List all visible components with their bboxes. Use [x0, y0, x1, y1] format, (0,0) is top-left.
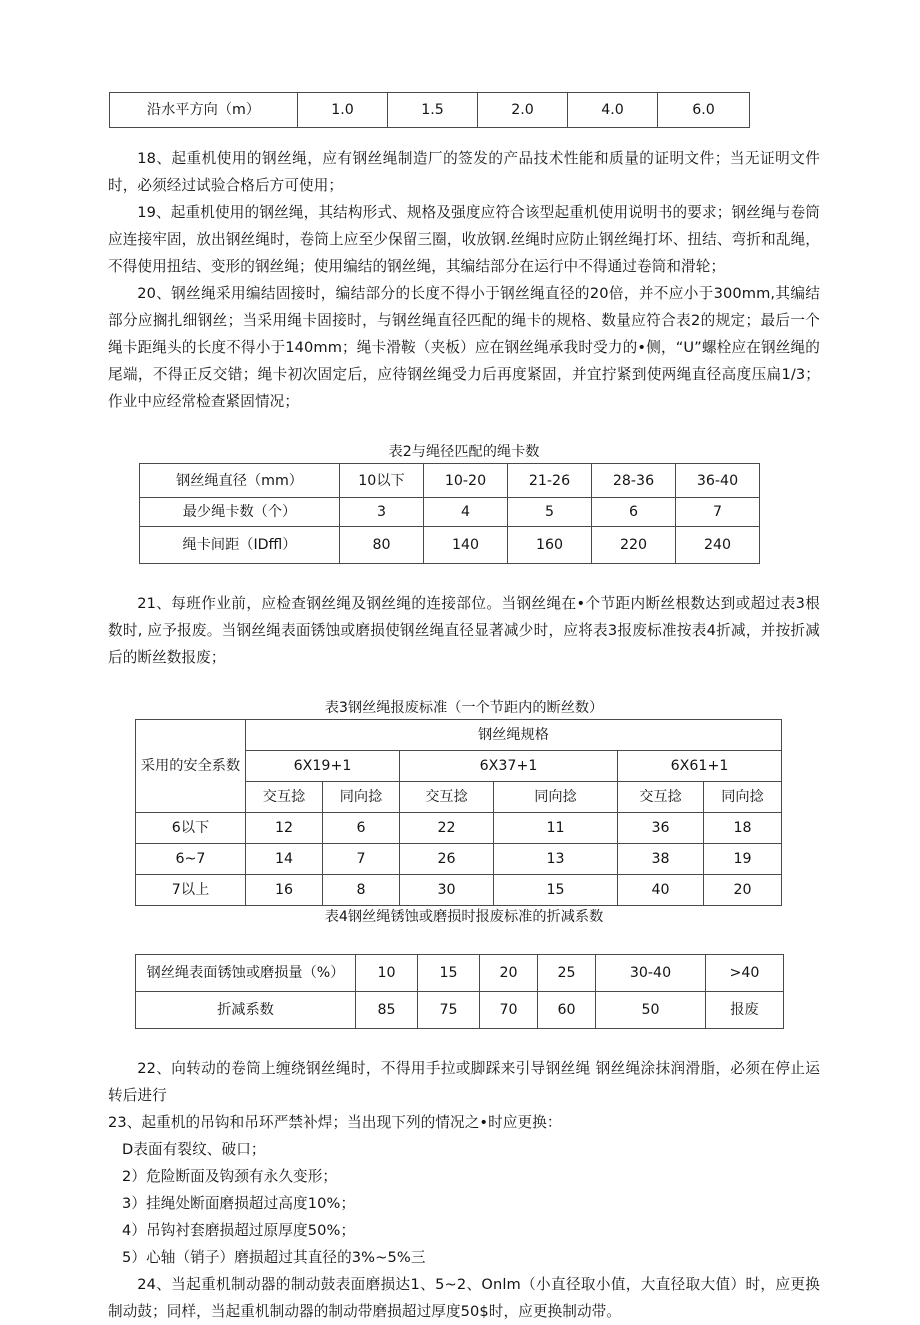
table-cell: 6 [323, 813, 400, 844]
table-cell: 11 [494, 813, 618, 844]
table-cell-label: 折减系数 [136, 992, 356, 1029]
table-cell: 16 [246, 875, 323, 906]
table-cell: 1.0 [298, 93, 388, 128]
table-lay-header: 同向捻 [494, 782, 618, 813]
table-group-title: 钢丝绳规格 [246, 720, 782, 751]
table-3-scrapping-standard [135, 719, 782, 906]
table-cell-label: 沿水平方向（m） [110, 93, 298, 128]
table-row [140, 498, 760, 527]
table-cell: 85 [356, 992, 418, 1029]
table-cell: 10以下 [340, 464, 424, 498]
table-lay-header: 交互捻 [618, 782, 704, 813]
table-3-caption: 表3钢丝绳报废标准（一个节距内的断丝数） [324, 700, 604, 716]
table-cell: 240 [676, 527, 760, 564]
table-cell: 15 [418, 955, 480, 992]
table-cell: 30-40 [596, 955, 706, 992]
table-cell: 5 [508, 498, 592, 527]
table-cell: 6.0 [658, 93, 750, 128]
table-lay-header: 交互捻 [400, 782, 494, 813]
table-cell: 40 [618, 875, 704, 906]
paragraph-23: 23、起重机的吊钩和吊环严禁补焊；当出现下列的情况之•时应更换： [108, 1114, 562, 1131]
table-cell: >40 [706, 955, 784, 992]
table-row [110, 93, 750, 128]
table-cell: 22 [400, 813, 494, 844]
table-cell: 20 [704, 875, 782, 906]
table-row [136, 992, 784, 1029]
table-2-rope-clip-count [139, 463, 760, 564]
table-4-caption: 表4钢丝绳锈蚀或磨损时报废标准的折减系数 [324, 909, 604, 925]
table-cell: 26 [400, 844, 494, 875]
table-cell: 6 [592, 498, 676, 527]
table-row [136, 844, 782, 875]
table-cell: 30 [400, 875, 494, 906]
table-cell: 140 [424, 527, 508, 564]
table-cell: 4.0 [568, 93, 658, 128]
table-spec-header: 6X37+1 [400, 751, 618, 782]
table-lay-header: 交互捻 [246, 782, 323, 813]
table-cell-label: 最少绳卡数（个） [140, 498, 340, 527]
table-cell: 60 [538, 992, 596, 1029]
table-4-reduction-factor [135, 954, 784, 1029]
table-cell: 28-36 [592, 464, 676, 498]
paragraph-23-item-3: 3）挂绳处断面磨损超过高度10%； [122, 1195, 356, 1212]
document-content [108, 92, 820, 1325]
table-cell-label: 6~7 [136, 844, 246, 875]
paragraph-23-item-1: D表面有裂纹、破口； [122, 1141, 266, 1158]
table-cell-label: 6以下 [136, 813, 246, 844]
table-2-caption: 表2与绳径匹配的绳卡数 [388, 444, 540, 460]
table-cell-label: 7以上 [136, 875, 246, 906]
table-corner-label: 采用的安全系数 [136, 720, 246, 813]
table-cell: 15 [494, 875, 618, 906]
table-cell-label: 钢丝绳表面锈蚀或磨损量（%） [136, 955, 356, 992]
table-cell: 1.5 [388, 93, 478, 128]
table-row [136, 955, 784, 992]
table-cell: 8 [323, 875, 400, 906]
paragraph-18: 18、起重机使用的钢丝绳，应有钢丝绳制造厂的签发的产品技术性能和质量的证明文件；当无证明文件时，必须经过试验合格后方可使用； [108, 150, 820, 194]
table-row [140, 464, 760, 498]
paragraph-23-item-5: 5）心轴（销子）磨损超过其直径的3%~5%三 [122, 1249, 426, 1266]
table-row [136, 875, 782, 906]
table-cell: 70 [480, 992, 538, 1029]
table-spec-header: 6X61+1 [618, 751, 782, 782]
table-row [140, 527, 760, 564]
table-cell: 50 [596, 992, 706, 1029]
table-cell: 220 [592, 527, 676, 564]
paragraph-24: 24、当起重机制动器的制动鼓表面磨损达1、5~2、Onlm（小直径取小值，大直径取大值）时，应更换制动鼓；同样，当起重机制动器的制动带磨损超过厚度50$时，应更换制动带。 [108, 1276, 820, 1320]
table-cell: 4 [424, 498, 508, 527]
table-lay-header: 同向捻 [323, 782, 400, 813]
table-cell: 10-20 [424, 464, 508, 498]
table-cell: 14 [246, 844, 323, 875]
table-horizontal-direction [109, 92, 750, 128]
table-cell: 21-26 [508, 464, 592, 498]
paragraph-20: 20、钢丝绳采用编结固接时，编结部分的长度不得小于钢丝绳直径的20倍，并不应小于300mm,其编结部分应搁扎细钢丝；当采用绳卡固接时，与钢丝绳直径匹配的绳卡的规格、数量应符合表2的规定；最后一个绳卡距绳头的长度不得小于140mm；绳卡滑鞍（夹板）应在钢丝绳承我时受力的•侧，“U”螺栓应在钢丝绳的尾端，不得正反交错；绳卡初次固定后，应待钢丝绳受力后再度紧固，并宜拧紧到使两绳直径高度压扁1/3；作业中应经常检查紧固情况； [108, 285, 820, 410]
table-cell: 25 [538, 955, 596, 992]
paragraph-22: 22、向转动的卷筒上缠绕钢丝绳时，不得用手拉或脚踩来引导钢丝绳 钢丝绳涂抹润滑脂，必须在停止运转后进行 [108, 1060, 820, 1104]
table-spec-header: 6X19+1 [246, 751, 400, 782]
paragraph-23-item-4: 4）吊钩衬套磨损超过原厚度50%； [122, 1222, 356, 1239]
table-cell: 7 [676, 498, 760, 527]
paragraph-21: 21、每班作业前，应检查钢丝绳及钢丝绳的连接部位。当钢丝绳在•个节距内断丝根数达到或超过表3根数时, 应予报废。当钢丝绳表面锈蚀或磨损使钢丝绳直径显著减少时，应将表3报废标准按表4折减，并按折减后的断丝数报废； [108, 595, 820, 666]
table-cell: 10 [356, 955, 418, 992]
table-cell: 报废 [706, 992, 784, 1029]
table-cell-label: 钢丝绳直径（mm） [140, 464, 340, 498]
table-cell: 160 [508, 527, 592, 564]
table-cell: 75 [418, 992, 480, 1029]
table-cell: 3 [340, 498, 424, 527]
table-cell: 2.0 [478, 93, 568, 128]
table-cell: 38 [618, 844, 704, 875]
table-cell: 13 [494, 844, 618, 875]
paragraph-23-item-2: 2）危险断面及钩颈有永久变形； [122, 1168, 338, 1185]
table-cell: 19 [704, 844, 782, 875]
table-lay-header: 同向捻 [704, 782, 782, 813]
table-cell: 7 [323, 844, 400, 875]
table-cell-label: 绳卡间距（IDffl） [140, 527, 340, 564]
table-cell: 20 [480, 955, 538, 992]
table-cell: 36 [618, 813, 704, 844]
table-row [136, 813, 782, 844]
table-cell: 80 [340, 527, 424, 564]
paragraph-19: 19、起重机使用的钢丝绳，其结构形式、规格及强度应符合该型起重机使用说明书的要求；钢丝绳与卷筒应连接牢固，放出钢丝绳时，卷筒上应至少保留三圈，收放钢.丝绳时应防止钢丝绳打坏、扭结、弯折和乱绳，不得使用扭结、变形的钢丝绳；使用编结的钢丝绳，其编结部分在运行中不得通过卷筒和滑轮； [108, 204, 820, 275]
table-cell: 18 [704, 813, 782, 844]
table-cell: 12 [246, 813, 323, 844]
table-header-row [136, 720, 782, 751]
table-cell: 36-40 [676, 464, 760, 498]
